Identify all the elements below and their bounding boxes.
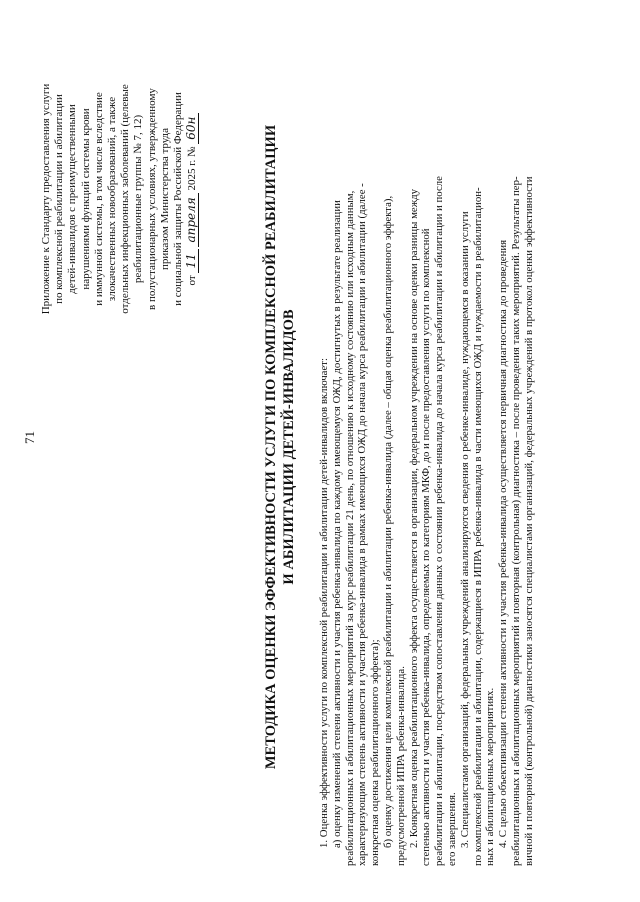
body-text: [318, 36, 536, 866]
handwritten-day: 11: [184, 249, 199, 272]
annex-line: по комплексной реабилитации и абилитации: [53, 94, 66, 304]
body-line: 3. Специалистами организаций, федеральных учреждений анализируются сведения о ребенке-инвалиде, нуждающемся в оказании услуги: [458, 211, 471, 848]
title-line-2: И АБИЛИТАЦИИ ДЕТЕЙ-ИНВАЛИДОВ: [281, 309, 297, 585]
body-line: характеризующим степень активности и участия ребенка-инвалида в рамках имеющихся ОЖД до начала курса реабилитации и абилитации (далее -: [356, 183, 369, 866]
handwritten-order-number: 60н: [184, 113, 199, 144]
annex-line: злокачественных новообразований, а также: [106, 96, 119, 302]
annex-date-line: [185, 59, 199, 339]
body-line: реабилитационных и абилитационных мероприятий и повторная (контрольная) диагностика – после проведения таких мероприятий. Результаты пер-: [509, 176, 522, 866]
body-line: 4. С целью объективизации степени активности и участия ребенка-инвалида осуществляется первичная диагностика до проведения: [497, 239, 510, 848]
body-line: б) оценку достижения цели комплексной реабилитации и абилитации ребенка-инвалида (далее – общая оценка реабилитационного эффекта),: [381, 195, 394, 848]
body-line: а) оценку изменений степени активности и участия ребенка-инвалида по каждому имеющемуся ОЖД, достигнутых в результате реализации: [330, 200, 343, 848]
annex-line: детей-инвалидов с преимущественными: [66, 104, 79, 294]
body-line: реабилитации и абилитации, посредством сопоставления данных о состоянии ребенка-инвалида до начала курса реабилитации и абилитации и после: [433, 176, 446, 866]
annex-date-year: 2025 г. №: [186, 146, 199, 191]
annex-line: и социальной защиты Российской Федерации: [172, 92, 185, 306]
body-line: по комплексной реабилитации и абилитации, содержащиеся в ИПРА ребенка-инвалида в части имеющихся ОЖД и нуждаемости в реабилитацион-: [471, 187, 484, 866]
body-line: 2. Конкретная оценка реабилитационного эффекта осуществляется в организации, федеральном учреждении на основе оценки разницы между: [407, 188, 420, 848]
body-line: вичной и повторной (контрольной) диагностики заносятся специалистами организаций, федеральных учреждений в протокол оценки эффективности: [522, 176, 535, 866]
annex-heading: [40, 59, 199, 339]
document-title: [262, 32, 298, 862]
annex-line: Приложение к Стандарту предоставления услуги: [40, 83, 52, 315]
annex-line: нарушениями функций системы крови: [79, 108, 92, 290]
body-line: конкретная оценка реабилитационного эффекта);: [369, 639, 382, 866]
body-line: предусмотренной ИПРА ребенка-инвалида.: [394, 666, 407, 866]
annex-line: отдельных инфекционных заболеваний (целевые: [119, 84, 132, 314]
annex-line: и иммунной системы, в том числе вследствие: [92, 92, 105, 306]
body-line: степенью активности и участия ребенка-инвалида, определяемых по категориям МКФ, до и после предоставления услуги по комплексной: [420, 228, 433, 866]
body-line: ных и абилитационных мероприятиях.: [484, 687, 497, 866]
body-line: его завершения.: [445, 792, 458, 866]
annex-date-prefix: от: [186, 275, 199, 286]
annex-lines: [40, 59, 185, 339]
page-number: 71: [22, 431, 37, 444]
body-line: 1. Оценка эффективности услуги по комплексной реабилитации и абилитации детей-инвалидов включает:: [318, 358, 330, 848]
body-line: реабилитационных и абилитационных мероприятий за курс реабилитации 21 день, по отношению к исходному состоянию или исходным данным,: [343, 190, 356, 866]
title-line-1: МЕТОДИКА ОЦЕНКИ ЭФФЕКТИВНОСТИ УСЛУГИ ПО КОМПЛЕКСНОЙ РЕАБИЛИТАЦИИ: [263, 124, 279, 770]
annex-line: в полустационарных условиях, утвержденному: [145, 88, 158, 310]
annex-line: приказом Министерства труда: [158, 127, 171, 271]
annex-line: реабилитационные группы № 7, 12): [132, 114, 145, 284]
handwritten-month: апреля: [184, 193, 199, 246]
